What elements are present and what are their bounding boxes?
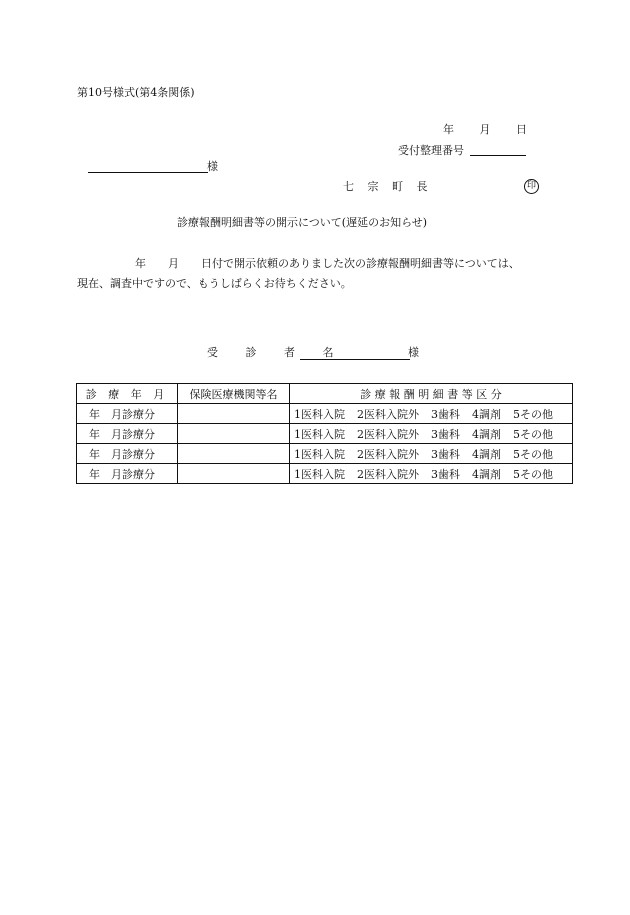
category-medical-outpatient: 2医科入院外	[357, 407, 419, 421]
category-dental: 3歯科	[431, 467, 460, 481]
category-dispensing: 4調剤	[472, 407, 501, 421]
seal-mark: 印	[524, 179, 539, 194]
receipt-number-label: 受付整理番号	[398, 144, 464, 157]
date-day-label: 日	[516, 123, 527, 136]
header-treatment-month: 診 療 年 月	[77, 384, 178, 404]
treatment-month-cell: 年 月診療分	[77, 424, 178, 444]
institution-cell	[178, 444, 290, 464]
category-medical-inpatient: 1医科入院	[294, 407, 345, 421]
category-dispensing: 4調剤	[472, 467, 501, 481]
category-medical-outpatient: 2医科入院外	[357, 427, 419, 441]
table-row	[77, 424, 573, 444]
addressee-blank	[88, 172, 208, 173]
patient-name-blank	[300, 359, 410, 360]
claims-table	[76, 383, 573, 484]
category-cell	[290, 404, 573, 424]
addressee-suffix: 様	[207, 160, 218, 173]
category-cell	[290, 424, 573, 444]
table-row	[77, 444, 573, 464]
body-line1-text: 日付で開示依頼のありました次の診療報酬明細書等については、	[201, 257, 520, 270]
header-category: 診 療 報 酬 明 細 書 等 区 分	[290, 384, 573, 404]
category-dental: 3歯科	[431, 407, 460, 421]
category-dental: 3歯科	[431, 427, 460, 441]
body-line-1	[77, 254, 555, 274]
treatment-month-cell: 年 月診療分	[77, 464, 178, 484]
category-dispensing: 4調剤	[472, 447, 501, 461]
category-medical-outpatient: 2医科入院外	[357, 467, 419, 481]
category-dispensing: 4調剤	[472, 427, 501, 441]
category-dental: 3歯科	[431, 447, 460, 461]
institution-cell	[178, 404, 290, 424]
table-row	[77, 464, 573, 484]
date-month-label: 月	[479, 123, 491, 136]
category-medical-outpatient: 2医科入院外	[357, 447, 419, 461]
category-other: 5その他	[513, 407, 553, 421]
date-year-label: 年	[443, 123, 454, 136]
header-institution: 保険医療機関等名	[178, 384, 290, 404]
document-title: 診療報酬明細書等の開示について(遅延のお知らせ)	[177, 216, 428, 229]
body-text	[77, 254, 555, 294]
category-cell	[290, 464, 573, 484]
treatment-month-cell: 年 月診療分	[77, 444, 178, 464]
body-year-label: 年	[135, 257, 146, 270]
category-other: 5その他	[513, 447, 553, 461]
treatment-month-cell: 年 月診療分	[77, 404, 178, 424]
patient-suffix: 様	[408, 346, 419, 359]
category-cell	[290, 444, 573, 464]
form-number: 第10号様式(第4条関係)	[77, 86, 195, 99]
patient-name-label: 受 診 者 名	[207, 346, 346, 359]
category-medical-inpatient: 1医科入院	[294, 427, 345, 441]
body-month-label: 月	[168, 257, 179, 270]
receipt-number-blank	[470, 155, 526, 156]
category-other: 5その他	[513, 427, 553, 441]
sender-name: 七 宗 町 長	[343, 180, 433, 193]
body-line-2: 現在、調査中ですので、もうしばらくお待ちください。	[77, 277, 352, 290]
category-other: 5その他	[513, 467, 553, 481]
table-header-row	[77, 384, 573, 404]
institution-cell	[178, 424, 290, 444]
category-medical-inpatient: 1医科入院	[294, 447, 345, 461]
institution-cell	[178, 464, 290, 484]
date-line	[443, 123, 527, 137]
category-medical-inpatient: 1医科入院	[294, 467, 345, 481]
table-row	[77, 404, 573, 424]
